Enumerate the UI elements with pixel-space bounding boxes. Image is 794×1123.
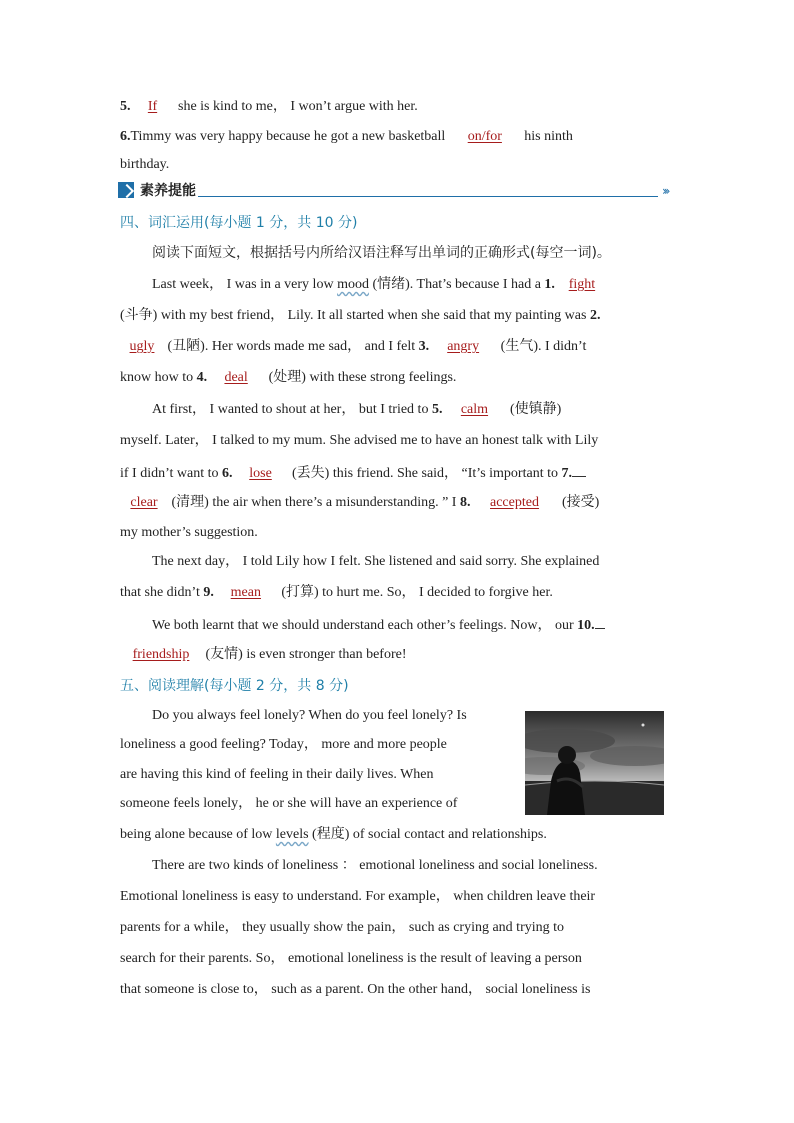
blank-9-number: 9.: [203, 585, 214, 600]
q5-text: she is kind to me， I won’t argue with her.: [174, 99, 418, 114]
q6-number: 6.: [120, 129, 131, 144]
text: (清理) the air when there’s a misunderstanding. ” I: [168, 495, 460, 510]
blank-10-underline: [595, 614, 605, 629]
text: (丑陋). Her words made me sad， and I felt: [164, 339, 419, 354]
reading-line-1: Do you always feel lonely? When do you feel lonely? Is: [152, 708, 467, 723]
text: (友情) is even stronger than before!: [202, 647, 407, 662]
banner-divider: [198, 196, 658, 197]
passage-line-9: my mother’s suggestion.: [120, 525, 258, 540]
passage-line-3: [120, 337, 586, 357]
q6-answer: on/for: [467, 129, 502, 144]
text: At first， I wanted to shout at her， but I tried to: [152, 402, 432, 417]
blank-3-number: 3.: [418, 339, 430, 354]
text: Last week， I was in a very low: [152, 277, 338, 292]
q5-number: 5.: [120, 99, 131, 114]
blank-6-answer: lose: [249, 466, 272, 481]
text: (丢失) this friend. She said， “It’s important to: [288, 466, 562, 481]
text: that she didn’t: [120, 585, 204, 600]
passage-line-5: [152, 400, 561, 420]
section4-instruction: 阅读下面短文，根据括号内所给汉语注释写出单词的正确形式(每空一词)。: [152, 245, 611, 261]
text: (打算) to hurt me. So， I decided to forgive her.: [277, 585, 553, 600]
reading-line-3: are having this kind of feeling in their daily lives. When: [120, 767, 434, 782]
text: (生气). I didn’t: [497, 339, 587, 354]
reading-line-2: loneliness a good feeling? Today， more and more people: [120, 737, 447, 752]
passage-line-12: [152, 614, 605, 636]
text: (处理) with these strong feelings.: [265, 370, 457, 385]
blank-10-answer: friendship: [132, 647, 190, 662]
reading-line-8: parents for a while， they usually show the pain， such as crying and trying to: [120, 920, 565, 935]
lonely-person-photo: [525, 711, 664, 815]
passage-line-4: [120, 368, 456, 388]
reading-line-9: search for their parents. So， emotional loneliness is the result of leaving a person: [120, 951, 582, 966]
reading-line-4: someone feels lonely， he or she will have an experience of: [120, 796, 458, 811]
blank-7-answer: clear: [130, 495, 158, 510]
text: (接受): [558, 495, 600, 510]
text: being alone because of low: [120, 827, 276, 842]
passage-line-11: [120, 583, 553, 603]
passage-line-1: [152, 275, 609, 295]
reading-line-5: [120, 825, 547, 845]
blank-7-underline: [572, 462, 586, 477]
blank-2-answer: ugly: [129, 339, 155, 354]
blank-10-number: 10.: [577, 618, 595, 633]
q6-text3: birthday.: [120, 157, 170, 172]
passage-line-6: myself. Later， I talked to my mum. She advised me to have an honest talk with Lily: [120, 433, 599, 448]
section-banner: [118, 180, 678, 202]
text: We both learnt that we should understand each other’s feelings. Now， our: [152, 618, 578, 633]
blank-4-answer: deal: [224, 370, 248, 385]
arrow-icon: [118, 182, 134, 198]
blank-4-number: 4.: [196, 370, 208, 385]
blank-8-answer: accepted: [490, 495, 539, 510]
blank-7-number: 7.: [561, 466, 572, 481]
section5-title: 五、阅读理解(每小题 2 分，共 8 分): [120, 678, 349, 694]
text: know how to: [120, 370, 197, 385]
reading-line-6: There are two kinds of loneliness ： emotional loneliness and social loneliness.: [152, 858, 598, 873]
text: (情绪). That’s because I had a: [368, 277, 545, 292]
reading-line-10: that someone is close to， such as a parent. On the other hand， social loneliness is: [120, 982, 591, 997]
reading-line-7: Emotional loneliness is easy to understand. For example， when children leave their: [120, 889, 596, 904]
text: if I didn’t want to: [120, 466, 223, 481]
blank-1-number: 1.: [544, 277, 555, 292]
passage-line-8: [120, 493, 599, 513]
text: (程度) of social contact and relationships.: [308, 827, 547, 842]
q6-text2: his ninth: [520, 129, 573, 144]
section4-title: 四、词汇运用(每小题 1 分，共 10 分): [120, 215, 358, 231]
passage-line-7: [120, 462, 586, 484]
q6-line-2: [120, 155, 169, 175]
blank-9-answer: mean: [230, 585, 261, 600]
q5-answer: If: [147, 99, 158, 114]
levels-word: levels: [275, 827, 309, 842]
text: (斗争) with my best friend， Lily. It all started when she said that my painting was: [120, 308, 590, 323]
chevrons-icon: ›››: [662, 184, 668, 198]
blank-8-number: 8.: [459, 495, 471, 510]
text: (使镇静): [506, 402, 562, 417]
blank-3-answer: angry: [447, 339, 480, 354]
blank-5-answer: calm: [460, 402, 489, 417]
blank-5-number: 5.: [431, 402, 443, 417]
passage-line-13: [120, 645, 406, 665]
q5-line: [120, 97, 418, 117]
passage-line-2: [120, 306, 600, 326]
blank-6-number: 6.: [222, 466, 233, 481]
passage-line-10: The next day， I told Lily how I felt. She listened and said sorry. She explained: [152, 554, 600, 569]
q6-text1: Timmy was very happy because he got a new basketball: [130, 129, 449, 144]
mood-word: mood: [337, 277, 369, 292]
q6-line: [120, 127, 573, 147]
banner-label: 素养提能: [140, 183, 196, 199]
blank-2-number: 2.: [589, 308, 601, 323]
blank-1-answer: fight: [568, 277, 596, 292]
